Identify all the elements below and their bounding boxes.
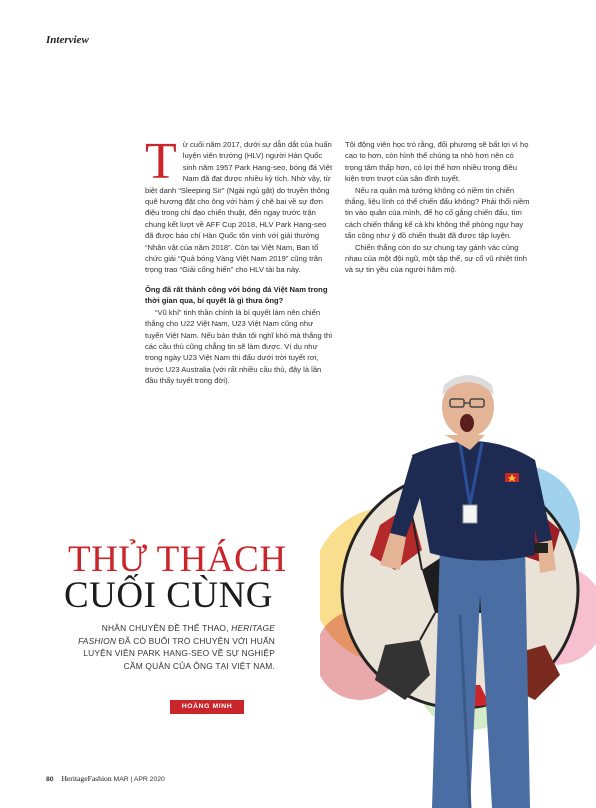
- standfirst-text-2: ĐÃ CÓ BUỔI TRÒ CHUYỆN VỚI HUẤN LUYỆN VIÊN PARK HANG-SEO VỀ SỰ NGHIỆP CẦM QUÂN CỦA ÔNG TẠI VIỆT NAM.: [83, 635, 275, 671]
- section-label: Interview: [46, 34, 89, 46]
- page-number: 80: [46, 776, 54, 783]
- issue-date: MAR | APR 2020: [113, 776, 165, 783]
- author-byline: HOÀNG MINH: [170, 700, 244, 714]
- answer-paragraph-continued: Tôi động viên học trò rằng, đối phương sẽ bất lợi vì họ cao to hơn, còn hình thể chúng ta nhỏ hơn nên có trọng tâm thấp hơn, có lợi thế hơn nhiều trong điều kiện trơn trượt của sân đình tuyết.: [345, 140, 529, 184]
- interview-question: Ông đã rất thành công với bóng đá Việt Nam trong thời gian qua, bí quyết là gì thưa ông?: [145, 284, 328, 306]
- standfirst: [70, 622, 275, 672]
- headline-line-1: THỬ THÁCH: [68, 539, 287, 580]
- coach-football-illustration: [320, 355, 596, 808]
- answer-paragraph-3: Chiến thắng còn do sự chung tay gánh vác cùng nhau của một đội ngũ, một tập thể, sự cổ vũ nhiệt tình và sự tin yêu của người hâm mộ.: [345, 242, 527, 275]
- magazine-brand: HeritageFashion: [61, 774, 112, 783]
- intro-text: ừ cuối năm 2017, dưới sự dẫn dắt của huấn luyện viên trưởng (HLV) người Hàn Quốc sinh năm 1957 Park Hang-seo, bóng đá Việt Nam đã đạt được nhiều kỳ tích. Nhờ vậy, từ biệt danh “Sleeping Sir” (Ngài ngủ gật) do truyền thông quê hương đặt cho ông với hàm ý chê bai về sự đơn điệu trong chỉ đạo chiến thuật, đến ngay trước trận chung kết lượt về AFF Cup 2018, HLV Park Hang-seo đã được báo chí Hàn Quốc tôn vinh với giải thưởng “Nhân vật của năm 2018”. Còn tại Việt Nam, Ban tổ chức giải “Quả bóng Vàng Việt Nam 2019” cũng trân trọng trao “Giải cống hiến” cho HLV tài ba này.: [145, 140, 333, 275]
- page-footer: [46, 774, 165, 783]
- answer-paragraph: “Vũ khí” tinh thần chính là bí quyết làm nên chiến thắng cho U22 Việt Nam, U23 Việt Nam cũng như tuyển Việt Nam. Nếu bản thân tôi nghĩ khó mà thắng thì các cầu thủ cũng chẳng tin sẽ làm được. Ví dụ như trong ngày U23 Việt Nam thi đấu dưới trời tuyết rơi, trước U23 Australia (với rất nhiều cầu thủ, đây là lần đầu thấy tuyết trong đời).: [145, 307, 333, 386]
- headline-line-2: CUỐI CÙNG: [64, 575, 274, 616]
- drop-cap: T: [145, 133, 177, 190]
- intro-paragraph: [145, 133, 333, 276]
- article-column-left: [145, 133, 333, 387]
- article-column-right: [345, 139, 531, 276]
- magazine-name: HERITAGE FASHION: [78, 623, 275, 646]
- standfirst-text-1: NHÂN CHUYÊN ĐỀ THỂ THAO,: [101, 623, 232, 633]
- answer-paragraph-2: Nếu ra quân mà tướng không có niềm tin chiến thắng, liệu lính có thể chiến đấu không? Phải thổi niềm tin vào quân của mình, để họ cố gắng chiến đấu, tìm cách chiến thắng kể cả khi không thể phòng ngự hay tấn công như ý đồ chiến thuật đã được tập luyện.: [345, 185, 530, 241]
